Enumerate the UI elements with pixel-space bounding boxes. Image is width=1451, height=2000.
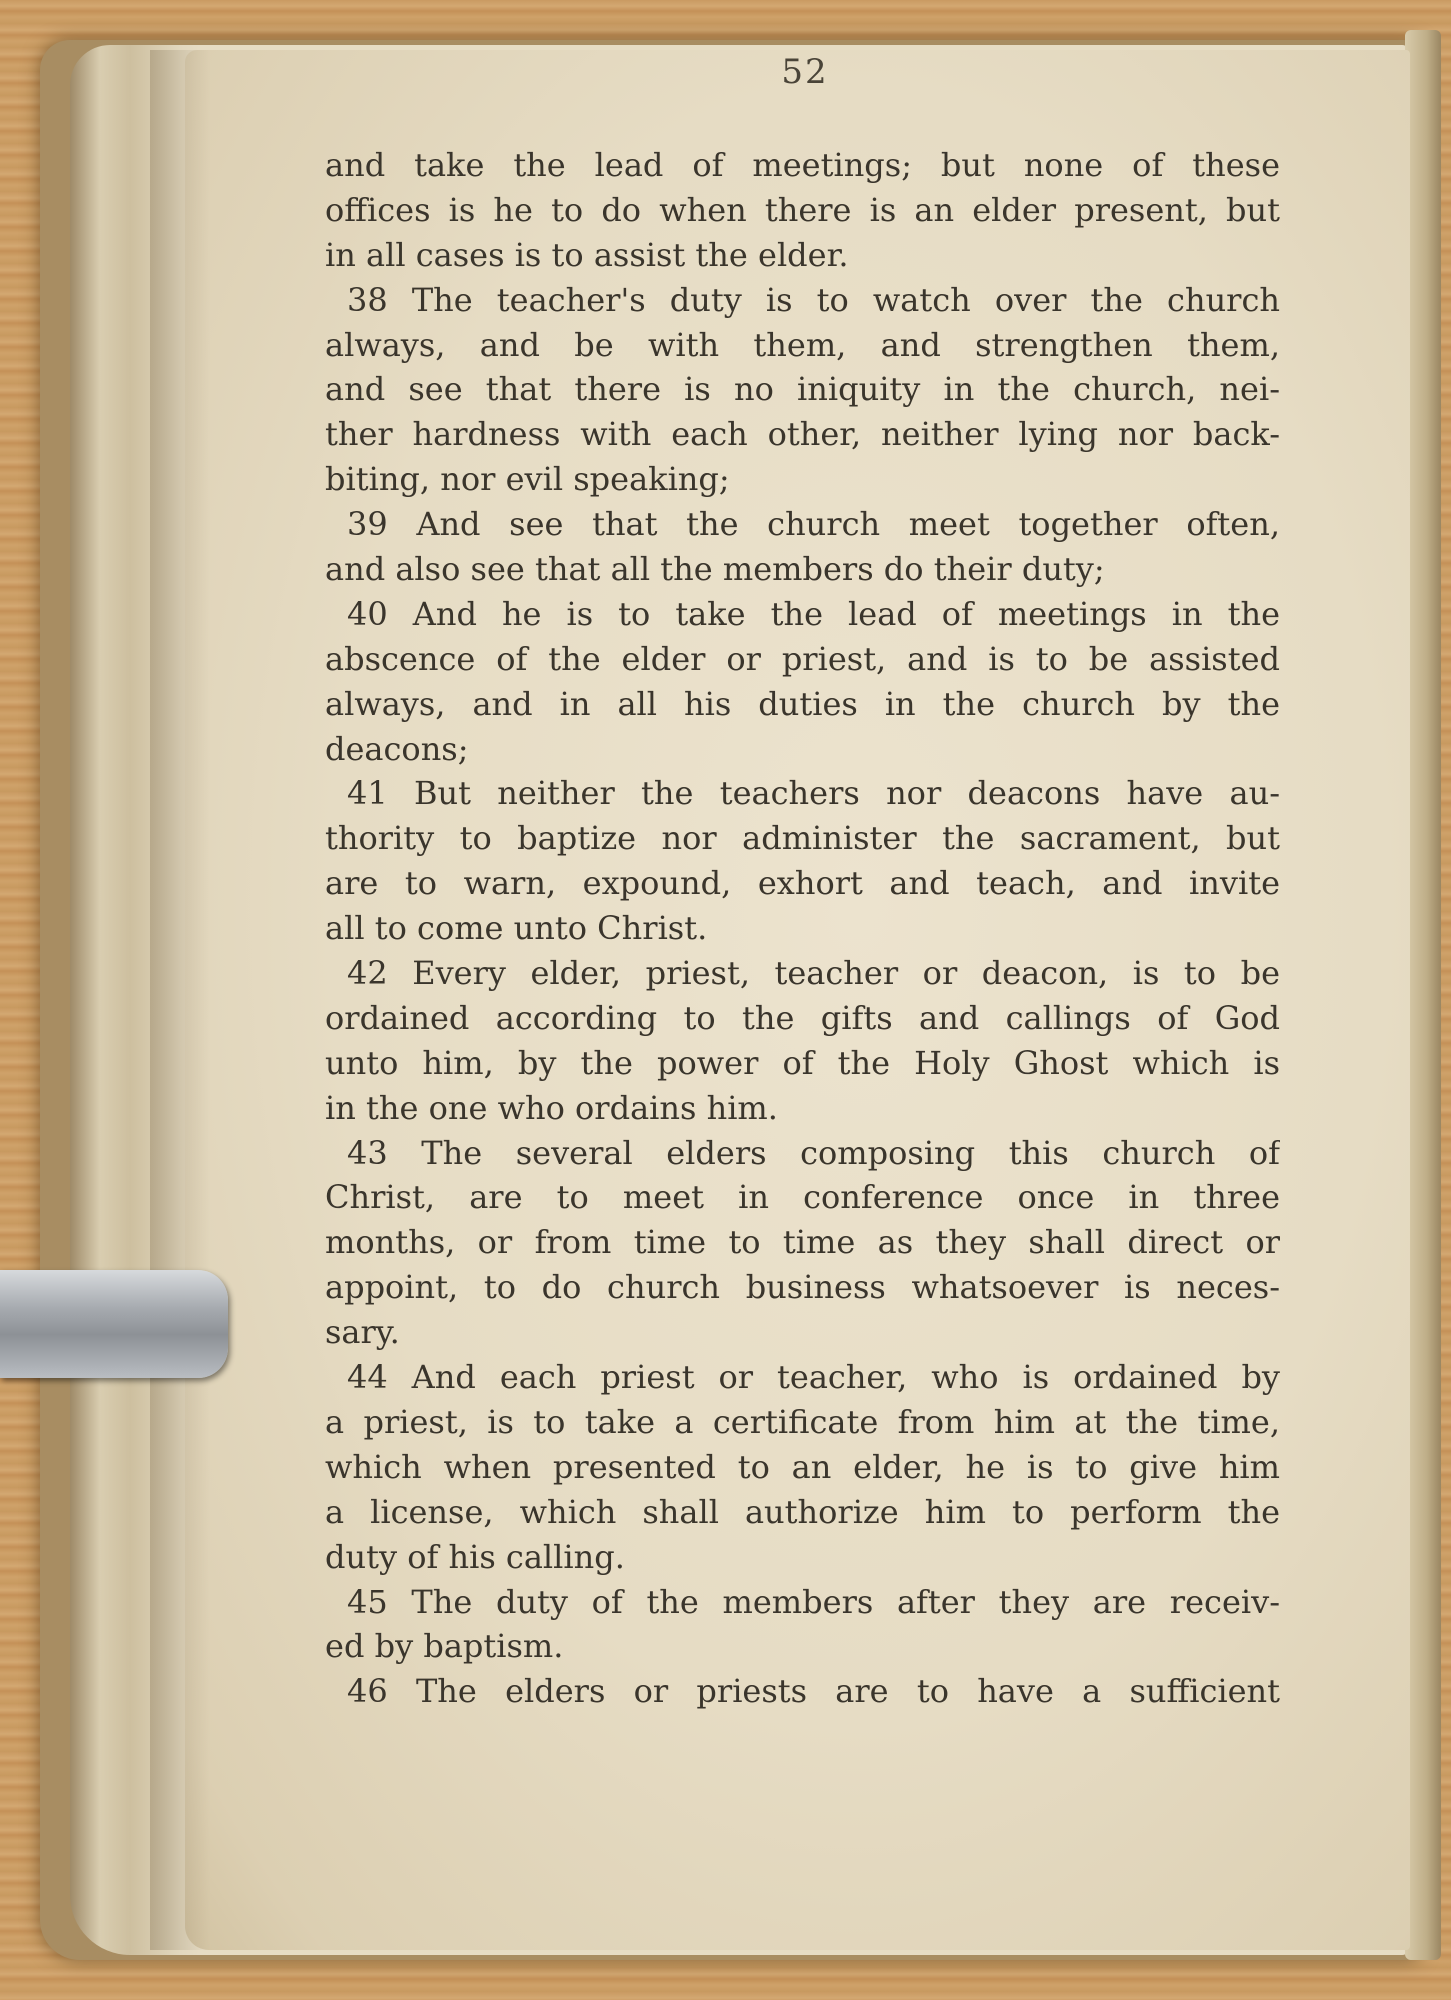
text-line: always, and be with them, and strengthen them, xyxy=(325,325,1280,364)
text-line: always, and in all his duties in the church by the xyxy=(325,684,1280,723)
text-line: ed by baptism. xyxy=(325,1627,564,1666)
bookmark-blade xyxy=(0,1270,228,1378)
text-line: ordained according to the gifts and callings of God xyxy=(325,998,1280,1037)
text-line: duty of his calling. xyxy=(325,1537,625,1576)
text-line: are to warn, expound, exhort and teach, and invite xyxy=(325,864,1280,903)
text-line: all to come unto Christ. xyxy=(325,909,708,948)
text-line: Christ, are to meet in conference once in three xyxy=(325,1178,1280,1217)
text-line: appoint, to do church business whatsoever is neces- xyxy=(325,1268,1280,1307)
text-line: a priest, is to take a certificate from him at the time, xyxy=(325,1402,1280,1441)
text-line: abscence of the elder or priest, and is to be assisted xyxy=(325,639,1280,678)
verse-40-line: 40 And he is to take the lead of meetings in the xyxy=(347,594,1280,633)
facing-page-edge xyxy=(1405,30,1441,1960)
text-line: offices is he to do when there is an elder present, but xyxy=(325,190,1280,229)
verse-41-line: 41 But neither the teachers nor deacons have au- xyxy=(347,774,1280,813)
text-line: and see that there is no iniquity in the church, nei- xyxy=(325,370,1280,409)
text-line: biting, nor evil speaking; xyxy=(325,460,730,499)
spine-shadow xyxy=(150,50,210,1950)
text-line: sary. xyxy=(325,1313,400,1352)
text-line: a license, which shall authorize him to perform the xyxy=(325,1492,1280,1531)
verse-43-line: 43 The several elders composing this church of xyxy=(347,1133,1280,1172)
text-line: in all cases is to assist the elder. xyxy=(325,235,849,274)
text-line: deacons; xyxy=(325,729,469,768)
text-line: thority to baptize nor administer the sacrament, but xyxy=(325,819,1280,858)
text-line: months, or from time to time as they shall direct or xyxy=(325,1223,1280,1262)
text-line: ther hardness with each other, neither lying nor back- xyxy=(325,415,1280,454)
verse-39-line: 39 And see that the church meet together often, xyxy=(347,505,1280,544)
verse-44-line: 44 And each priest or teacher, who is ordained by xyxy=(347,1358,1280,1397)
verse-46-line: 46 The elders or priests are to have a sufficient xyxy=(347,1672,1280,1711)
text-line: and also see that all the members do their duty; xyxy=(325,550,1105,589)
page-number: 52 xyxy=(781,52,829,92)
text-line: unto him, by the power of the Holy Ghost which is xyxy=(325,1043,1280,1082)
text-line: and take the lead of meetings; but none of these xyxy=(325,146,1280,184)
verse-42-line: 42 Every elder, priest, teacher or deacon, is to be xyxy=(347,954,1280,993)
verse-38-line: 38 The teacher's duty is to watch over the church xyxy=(347,280,1280,319)
text-line: in the one who ordains him. xyxy=(325,1088,778,1127)
page-text xyxy=(325,143,1280,1714)
text-line: which when presented to an elder, he is to give him xyxy=(325,1447,1280,1486)
verse-45-line: 45 The duty of the members after they are receiv- xyxy=(347,1582,1280,1621)
